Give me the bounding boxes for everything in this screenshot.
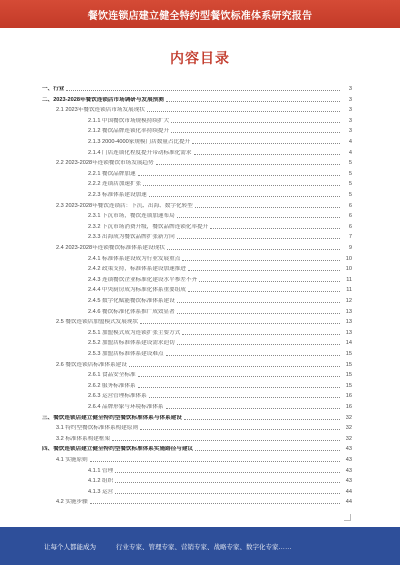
footer-roles: 行业专家、管理专家、营销专家、战略专家、数字化专家…… (116, 543, 292, 551)
toc-entry-page: 3 (348, 117, 352, 124)
toc-entry-title: 2.6.4 品牌形象与环境标准体系 (88, 404, 164, 410)
toc-entry-page: 44 (345, 499, 352, 506)
toc-leader-dots (140, 322, 340, 324)
toc-entry-page: 15 (345, 382, 352, 389)
toc-entry-page: 15 (345, 351, 352, 357)
toc-leader-dots (138, 375, 340, 377)
toc-leader-dots (149, 396, 340, 398)
toc-leader-dots (166, 100, 340, 102)
toc-entry-page: 43 (345, 478, 352, 485)
toc-entry[interactable] (42, 201, 352, 209)
toc-entry[interactable] (42, 338, 352, 346)
page-corner-mark (344, 514, 351, 521)
toc-entry-title: 2.3.2 下沉市场消费升级，餐饮品牌连锁化率提升 (88, 223, 209, 230)
toc-entry-title: 4.1 实施原则 (56, 457, 88, 463)
toc-entry-page: 3 (348, 107, 352, 114)
toc-leader-dots (177, 216, 340, 218)
toc-leader-dots (166, 407, 340, 409)
toc-entry-page: 7 (348, 234, 352, 241)
toc-entry-title: 2.3.3 出海成为餐饮品牌扩张新方向 (88, 234, 175, 241)
toc-entry-page: 16 (345, 393, 352, 400)
toc-entry[interactable] (42, 243, 352, 251)
toc-entry-title: 2.3.1 下沉市场，餐饮连锁加速布局 (88, 213, 175, 220)
toc-entry-page: 11 (346, 276, 352, 283)
toc-entry-page: 15 (345, 361, 352, 368)
toc-entry[interactable] (42, 487, 352, 495)
toc-leader-dots (177, 343, 340, 345)
toc-entry-title: 四、餐饮连锁店建立健全特约型餐饮标准体系实施路径与建议 (42, 446, 194, 453)
toc-entry[interactable] (42, 222, 352, 230)
toc-entry-page: 14 (345, 340, 352, 347)
toc-entry[interactable] (42, 455, 352, 463)
toc-entry-page: 13 (345, 308, 352, 315)
toc-leader-dots (167, 248, 340, 250)
toc-leader-dots (182, 333, 340, 335)
toc-entry-title: 2.4.4 中央厨房成为标准化体系重要组成 (88, 287, 186, 294)
toc-entry[interactable] (42, 497, 352, 505)
toc-leader-dots (140, 428, 340, 430)
toc-entry-page: 32 (345, 425, 352, 432)
toc-entry[interactable] (42, 349, 352, 357)
toc-entry[interactable] (42, 84, 352, 92)
toc-entry-page: 3 (348, 128, 352, 135)
toc-entry-page: 5 (348, 192, 352, 198)
toc-leader-dots (115, 492, 340, 494)
toc-leader-dots (184, 418, 340, 420)
toc-entry[interactable] (42, 476, 352, 484)
toc-entry-title: 2.4.3 连锁餐饮企业标准化建设水平参差不齐 (88, 276, 198, 283)
footer-tagline: 让每个人都能成为 (44, 543, 96, 551)
toc-leader-dots (171, 121, 340, 123)
toc-leader-dots (166, 354, 340, 356)
toc-entry-page: 44 (345, 488, 352, 495)
toc-entry[interactable] (42, 158, 352, 166)
toc-leader-dots (90, 502, 340, 504)
toc-leader-dots (112, 439, 340, 441)
toc-entry-title: 2.6.1 食品安全标准 (88, 372, 136, 379)
toc-leader-dots (192, 142, 340, 144)
toc-entry-page: 3 (348, 86, 352, 92)
toc-entry-title: 2.4.6 餐饮标准化体系推广成效显著 (88, 308, 175, 315)
toc-entry-page: 10 (345, 266, 352, 273)
toc-entry-title: 2.4.2 政策支持，标准体系建设加速推进 (88, 266, 186, 273)
toc-leader-dots (195, 206, 340, 208)
toc-entry[interactable] (42, 254, 352, 262)
toc-entry-title: 三、餐饮连锁店建立健全特约型餐饮标准体系与体系建设 (42, 414, 182, 421)
toc-entry[interactable] (42, 126, 352, 134)
toc-entry[interactable] (42, 370, 352, 378)
toc-entry[interactable] (42, 423, 352, 431)
toc-entry[interactable] (42, 317, 352, 325)
toc-entry-page: 5 (348, 160, 352, 167)
toc-entry-page: 43 (345, 467, 352, 474)
toc-entry-title: 二、2023-2028年餐饮连锁店市场调研与发展预测 (42, 96, 164, 103)
toc-leader-dots (188, 290, 340, 292)
toc-entry-title: 2.2 2023-2028年连锁餐饮市场发展趋势 (56, 160, 154, 167)
toc-heading: 内容目录 (170, 50, 230, 66)
toc-leader-dots (147, 110, 340, 112)
toc-leader-dots (171, 131, 340, 133)
toc-entry-page: 13 (345, 319, 352, 326)
toc-leader-dots (210, 227, 340, 229)
toc-entry-page: 6 (348, 223, 352, 230)
footer-banner (0, 527, 400, 565)
toc-entry-title: 2.3 2023-2028年餐饮连锁店：下沉、出海、数字化转型 (56, 202, 193, 209)
toc-entry-title: 4.1.2 组织 (88, 478, 114, 485)
toc-entry[interactable] (42, 360, 352, 368)
toc-entry-title: 3.2 标准体系构建框架 (56, 435, 111, 442)
toc-leader-dots (188, 269, 340, 271)
document-header (0, 0, 400, 28)
toc-entry-title: 2.1.2 餐饮品牌连锁化率持续提升 (88, 128, 170, 135)
toc-entry-title: 2.6.3 运营管理标准体系 (88, 393, 147, 400)
toc-entry[interactable] (42, 413, 352, 421)
toc-leader-dots (199, 280, 340, 282)
toc-entry[interactable] (42, 137, 352, 145)
toc-entry[interactable] (42, 232, 352, 240)
toc-entry-page: 4 (348, 149, 352, 156)
toc-entry-page: 5 (348, 170, 352, 177)
toc-entry-title: 2.5.1 加盟模式成为连锁扩张主要方式 (88, 329, 181, 336)
toc-leader-dots (182, 259, 340, 261)
toc-entry-page: 16 (345, 404, 352, 410)
toc-entry[interactable] (42, 275, 352, 283)
toc-entry[interactable] (42, 466, 352, 474)
toc-entry-page: 6 (348, 202, 352, 209)
toc-entry-title: 2.5.3 加盟店标准体系建设难点 (88, 351, 164, 357)
toc-entry-page: 10 (345, 255, 352, 262)
table-of-contents (42, 84, 352, 510)
toc-entry-title: 3.1 特约型餐饮标准体系构建原则 (56, 425, 139, 432)
toc-entry-page: 32 (345, 414, 352, 421)
toc-entry-title: 4.1.1 管理 (88, 467, 114, 474)
toc-leader-dots (138, 174, 340, 176)
toc-entry-title: 一、行业 (42, 86, 65, 92)
toc-entry-page: 11 (346, 287, 352, 294)
toc-leader-dots (115, 471, 340, 473)
toc-entry-title: 2.5.2 加盟店标准体系建设需求迫切 (88, 340, 175, 347)
toc-entry[interactable] (42, 116, 352, 124)
document-title: 餐饮连锁店建立健全特约型餐饮标准体系研究报告 (87, 10, 313, 22)
toc-leader-dots (143, 184, 340, 186)
toc-leader-dots (115, 481, 340, 483)
toc-entry-page: 43 (345, 446, 352, 453)
toc-entry[interactable] (42, 211, 352, 219)
toc-entry-page: 5 (348, 181, 352, 188)
toc-entry-title: 2.4.5 数字化赋能餐饮标准体系建设 (88, 298, 175, 304)
toc-entry-title: 2.4 2023-2028年连锁餐饮标准体系建设现状 (56, 245, 165, 251)
toc-entry-title: 2.1 2023年餐饮连锁店市场发展现状 (56, 107, 145, 114)
toc-leader-dots (194, 153, 341, 155)
toc-leader-dots (129, 365, 340, 367)
toc-entry[interactable] (42, 148, 352, 156)
toc-entry[interactable] (42, 328, 352, 336)
toc-entry-page: 12 (345, 298, 352, 304)
toc-entry-title: 2.1.3 2000-4000家规模门店数量占比提升 (88, 139, 191, 145)
toc-entry[interactable] (42, 95, 352, 103)
toc-leader-dots (177, 237, 340, 239)
toc-entry[interactable] (42, 434, 352, 442)
toc-entry[interactable] (42, 296, 352, 304)
toc-entry-title: 2.2.2 连锁店加速扩张 (88, 181, 142, 188)
toc-entry-title: 2.4.1 标准体系建设成为行业发展重点 (88, 255, 181, 262)
toc-entry-page: 43 (345, 457, 352, 463)
toc-entry[interactable] (42, 264, 352, 272)
toc-entry-title: 2.1.1 中国餐饮市场规模持续扩大 (88, 117, 170, 124)
toc-entry[interactable] (42, 169, 352, 177)
toc-leader-dots (195, 449, 340, 451)
toc-entry[interactable] (42, 179, 352, 187)
toc-leader-dots (177, 301, 340, 303)
toc-leader-dots (138, 386, 340, 388)
toc-entry-page: 4 (348, 139, 352, 145)
toc-entry-page: 9 (348, 245, 352, 251)
toc-leader-dots (90, 460, 340, 462)
toc-entry-title: 2.2.1 餐饮品牌加速 (88, 170, 136, 177)
toc-entry[interactable] (42, 307, 352, 315)
toc-entry-page: 32 (345, 435, 352, 442)
toc-entry-title: 2.5 餐饮连锁店加盟模式发展现状 (56, 319, 139, 326)
toc-entry-page: 6 (348, 213, 352, 220)
toc-leader-dots (156, 163, 340, 165)
toc-leader-dots (177, 312, 340, 314)
toc-entry[interactable] (42, 402, 352, 410)
toc-entry[interactable] (42, 105, 352, 113)
toc-leader-dots (149, 195, 340, 197)
toc-entry[interactable] (42, 190, 352, 198)
toc-entry-page: 15 (345, 372, 352, 379)
toc-entry-title: 4.1.3 运营 (88, 488, 114, 495)
toc-entry-page: 13 (345, 329, 352, 336)
toc-entry-title: 2.6.2 服务标准体系 (88, 382, 136, 389)
toc-entry[interactable] (42, 285, 352, 293)
toc-entry[interactable] (42, 391, 352, 399)
toc-entry-title: 2.2.3 标准体系建设加速 (88, 192, 147, 198)
toc-entry[interactable] (42, 381, 352, 389)
toc-leader-dots (66, 89, 340, 91)
toc-entry-page: 3 (348, 96, 352, 103)
toc-entry-title: 4.2 实施步骤 (56, 499, 88, 506)
toc-entry-title: 2.6 餐饮连锁店标准体系建设 (56, 361, 127, 368)
toc-entry-title: 2.1.4 门店连锁化程度提升带动标准化需求 (88, 149, 192, 156)
toc-entry[interactable] (42, 444, 352, 452)
